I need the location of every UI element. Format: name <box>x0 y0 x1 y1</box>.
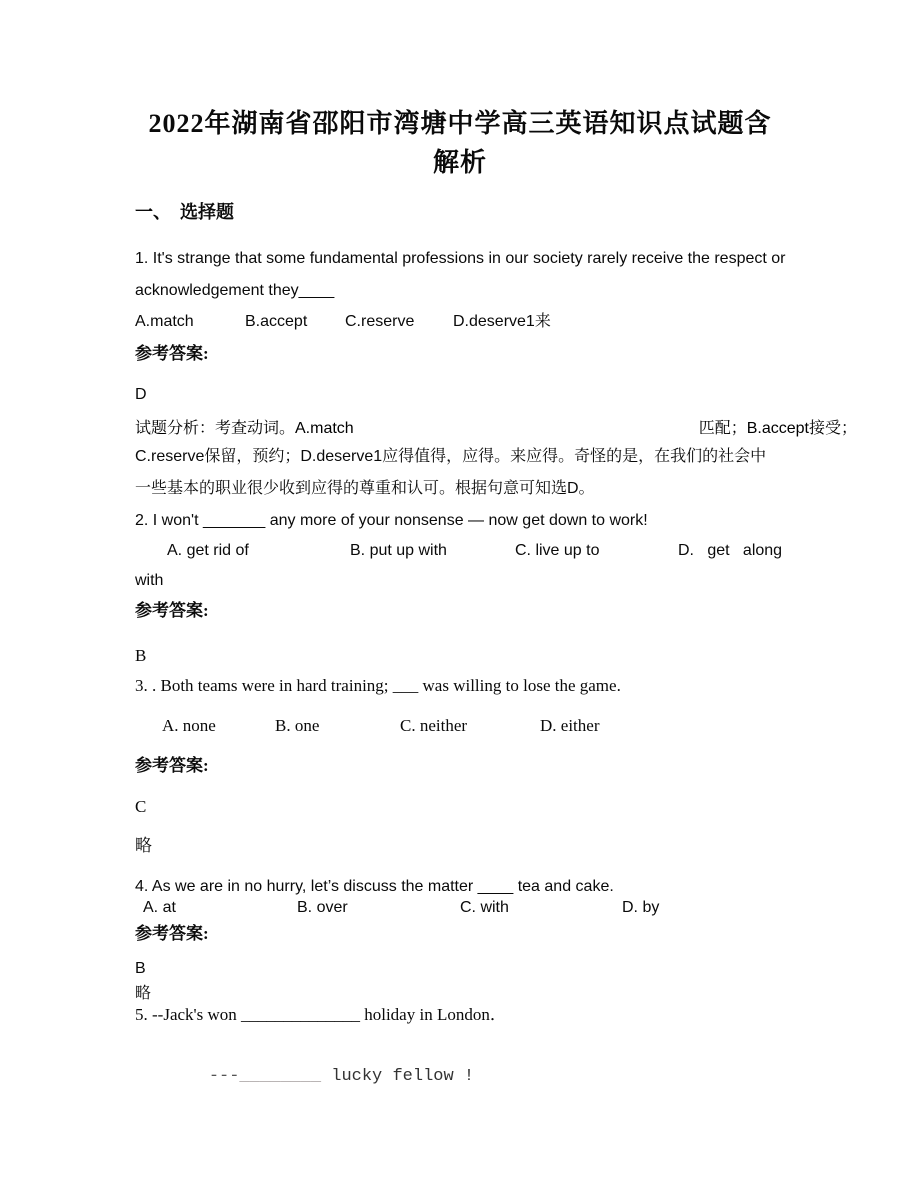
answer-4-note: 略 <box>135 985 152 1002</box>
analysis-1-line2: C.reserve保留，预约；D.deserve1应得值得，应得。来应得。奇怪的是，在我们的社会中 <box>135 448 767 465</box>
question-1-option-d: D.deserve1来 <box>453 313 551 330</box>
question-3-option-d: D. either <box>540 716 600 735</box>
reference-answer-label-3: 参考答案: <box>135 756 209 775</box>
reference-answer-label-4: 参考答案: <box>135 924 209 943</box>
question-3-option-a: A. none <box>162 716 216 735</box>
question-5-reply-line <box>168 1047 474 1108</box>
question-4-option-d: D. by <box>622 899 660 916</box>
reference-answer-label-2: 参考答案: <box>135 601 209 620</box>
question-2-option-b: B. put up with <box>350 542 447 559</box>
question-2-option-c: C. live up to <box>515 542 600 559</box>
question-2-option-d: D. get along <box>678 542 783 559</box>
question-1-text-line2: acknowledgement they____ <box>135 282 335 299</box>
question-4-option-b: B. over <box>297 899 348 916</box>
question-4-text: 4. As we are in no hurry, let’s discuss the matter ____ tea and cake. <box>135 878 614 895</box>
question-4-option-a: A. at <box>143 899 176 916</box>
reply-text: lucky fellow ! <box>321 1067 475 1087</box>
question-2-option-a: A. get rid of <box>167 542 249 559</box>
document-title-line2: 解析 <box>432 148 487 177</box>
analysis-1-line1-left: 试题分析：考查动词。A.match <box>135 420 354 437</box>
question-3-option-c: C. neither <box>400 716 468 735</box>
answer-2: B <box>135 646 147 665</box>
analysis-1-line1 <box>135 415 857 438</box>
section-heading: 一、 选择题 <box>135 202 234 222</box>
question-4-option-c: C. with <box>460 899 509 916</box>
reply-blank-underline: ________ <box>239 1067 322 1087</box>
question-2-text: 2. I won't _______ any more of your nonsense — now get down to work! <box>135 512 648 529</box>
document-title-line1: 2022年湖南省邵阳市湾塘中学高三英语知识点试题含 <box>148 109 772 138</box>
answer-4: B <box>135 960 146 977</box>
answer-3: C <box>135 797 147 816</box>
answer-3-note: 略 <box>135 836 152 855</box>
question-3-option-b: B. one <box>275 716 320 735</box>
analysis-1-line1-right: 匹配；B.accept接受； <box>698 420 857 437</box>
answer-1: D <box>135 386 147 403</box>
question-1-option-b: B.accept <box>245 313 308 330</box>
reply-dashes: --- <box>208 1067 240 1087</box>
analysis-1-line3: 一些基本的职业很少收到应得的尊重和认可。根据句意可知选D。 <box>135 480 595 497</box>
question-2-option-d-overflow: with <box>135 572 164 589</box>
question-1-option-c: C.reserve <box>345 313 415 330</box>
question-1-text-line1: 1. It's strange that some fundamental professions in our society rarely receive the respect or <box>135 250 786 267</box>
reference-answer-label-1: 参考答案: <box>135 344 209 363</box>
question-3-text: 3. . Both teams were in hard training; ___ was willing to lose the game. <box>135 676 621 695</box>
question-1-option-a: A.match <box>135 313 194 330</box>
question-5-text: 5. --Jack's won ______________ holiday in London． <box>135 1005 507 1024</box>
